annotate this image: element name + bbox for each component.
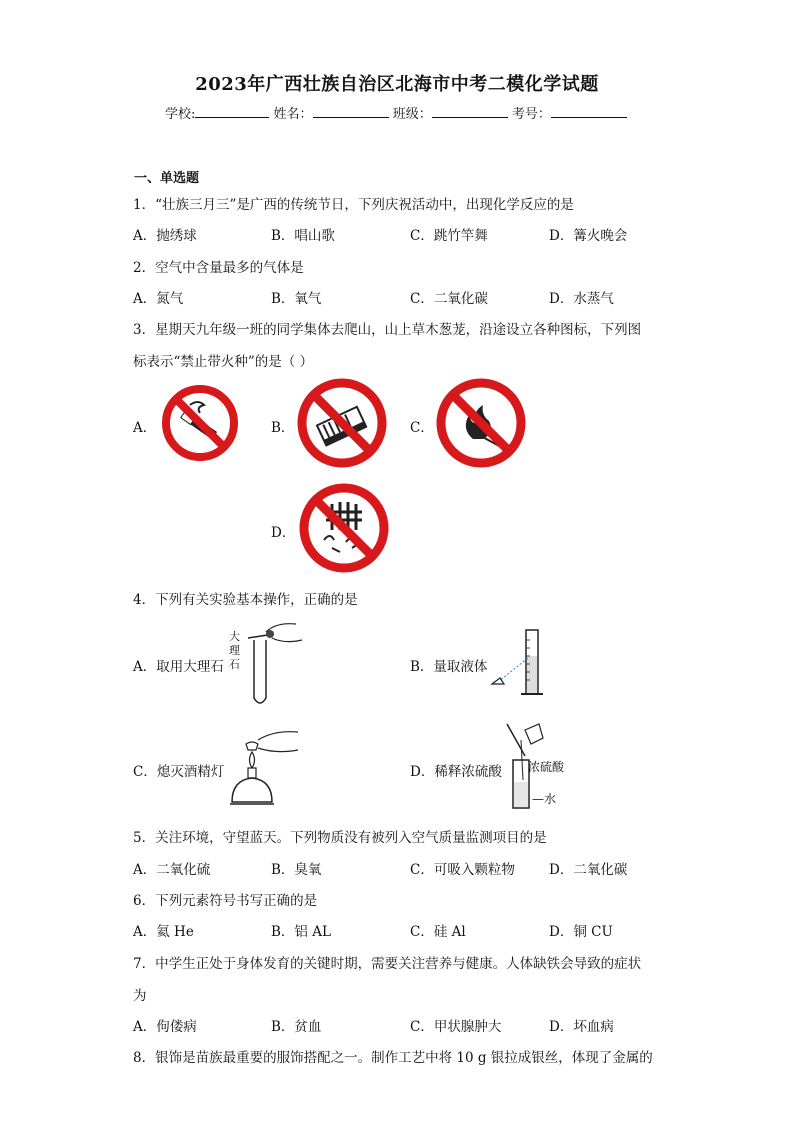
no-matches-sign-icon[interactable] [296, 377, 388, 469]
question-7-line-2: 为 [133, 988, 147, 1004]
question-2-text: 2．空气中含量最多的气体是 [133, 260, 304, 276]
class-label: 班级： [392, 107, 432, 122]
school-blank[interactable] [195, 105, 269, 118]
q4-option-b[interactable]: B．量取液体 [410, 659, 488, 675]
section-heading: 一、单选题 [134, 171, 200, 186]
q3-option-a[interactable]: A． [133, 420, 157, 436]
alcohol-lamp-diagram [222, 722, 300, 812]
question-3-line-2: 标表示“禁止带火种”的是（ ） [133, 354, 314, 370]
test-tube-marble-diagram [244, 620, 304, 710]
q4-option-c[interactable]: C．熄灭酒精灯 [133, 764, 225, 780]
exam-no-blank[interactable] [551, 105, 627, 118]
q5-option-d[interactable]: D．二氧化碳 [549, 862, 628, 878]
q7-option-d[interactable]: D．坏血病 [549, 1019, 614, 1035]
question-1-text: 1．“壮族三月三”是广西的传统节日，下列庆祝活动中，出现化学反应的是 [133, 197, 574, 213]
q1-option-d[interactable]: D．篝火晚会 [549, 228, 628, 244]
question-7-line-1: 7．中学生正处于身体发育的关键时期，需要关注营养与健康。人体缺铁会导致的症状 [133, 956, 642, 972]
q2-option-b[interactable]: B．氧气 [271, 291, 322, 307]
graduated-cylinder-diagram [488, 626, 548, 700]
school-label: 学校: [165, 107, 196, 122]
q6-option-c[interactable]: C．硅 Al [410, 924, 466, 940]
q5-option-c[interactable]: C．可吸入颗粒物 [410, 862, 515, 878]
question-4-text: 4．下列有关实验基本操作，正确的是 [133, 592, 358, 608]
q5-option-b[interactable]: B．臭氧 [271, 862, 322, 878]
q1-option-a[interactable]: A．抛绣球 [133, 228, 197, 244]
marble-label-3: 石 [229, 658, 240, 671]
q7-option-b[interactable]: B．贫血 [271, 1019, 322, 1035]
student-info-line [165, 103, 627, 122]
page-title: 2023年广西壮族自治区北海市中考二模化学试题 [195, 74, 599, 95]
no-smoking-sign-icon[interactable] [160, 383, 240, 463]
q1-option-b[interactable]: B．唱山歌 [271, 228, 335, 244]
q3-option-d[interactable]: D． [271, 525, 296, 541]
question-3-line-1: 3．星期天九年级一班的同学集体去爬山，山上草木葱茏，沿途设立各种图标，下列图 [133, 322, 642, 338]
class-blank[interactable] [432, 105, 508, 118]
name-label: 姓名： [273, 107, 313, 122]
question-8-text: 8．银饰是苗族最重要的服饰搭配之一。制作工艺中将 10 g 银拉成银丝，体现了金属的 [133, 1050, 653, 1066]
q3-option-b[interactable]: B． [271, 420, 295, 436]
q6-option-a[interactable]: A．氦 He [133, 924, 194, 940]
q2-option-c[interactable]: C．二氧化碳 [410, 291, 488, 307]
q5-option-a[interactable]: A．二氧化硫 [133, 862, 211, 878]
question-5-text: 5．关注环境，守望蓝天。下列物质没有被列入空气质量监测项目的是 [133, 830, 547, 846]
q7-option-a[interactable]: A．佝偻病 [133, 1019, 197, 1035]
exam-no-label: 考号： [511, 107, 551, 122]
q6-option-b[interactable]: B．铝 AL [271, 924, 331, 940]
no-fireworks-sign-icon[interactable] [298, 482, 390, 574]
q2-option-a[interactable]: A．氮气 [133, 291, 184, 307]
question-6-text: 6．下列元素符号书写正确的是 [133, 893, 318, 909]
q1-option-c[interactable]: C．跳竹竿舞 [410, 228, 488, 244]
name-blank[interactable] [313, 105, 389, 118]
q4-option-d[interactable]: D．稀释浓硫酸 [410, 764, 502, 780]
q7-option-c[interactable]: C．甲状腺肿大 [410, 1019, 502, 1035]
q6-option-d[interactable]: D．铜 CU [549, 924, 613, 940]
q3-option-c[interactable]: C． [410, 420, 434, 436]
q2-option-d[interactable]: D．水蒸气 [549, 291, 614, 307]
concentrated-acid-label: 浓硫酸 [528, 760, 565, 774]
no-open-flame-sign-icon[interactable] [435, 377, 527, 469]
q4-option-a[interactable]: A．取用大理石 [133, 659, 224, 675]
marble-label-1: 大 [229, 630, 240, 643]
marble-label-2: 理 [229, 644, 240, 657]
water-label: —水 [532, 792, 557, 806]
